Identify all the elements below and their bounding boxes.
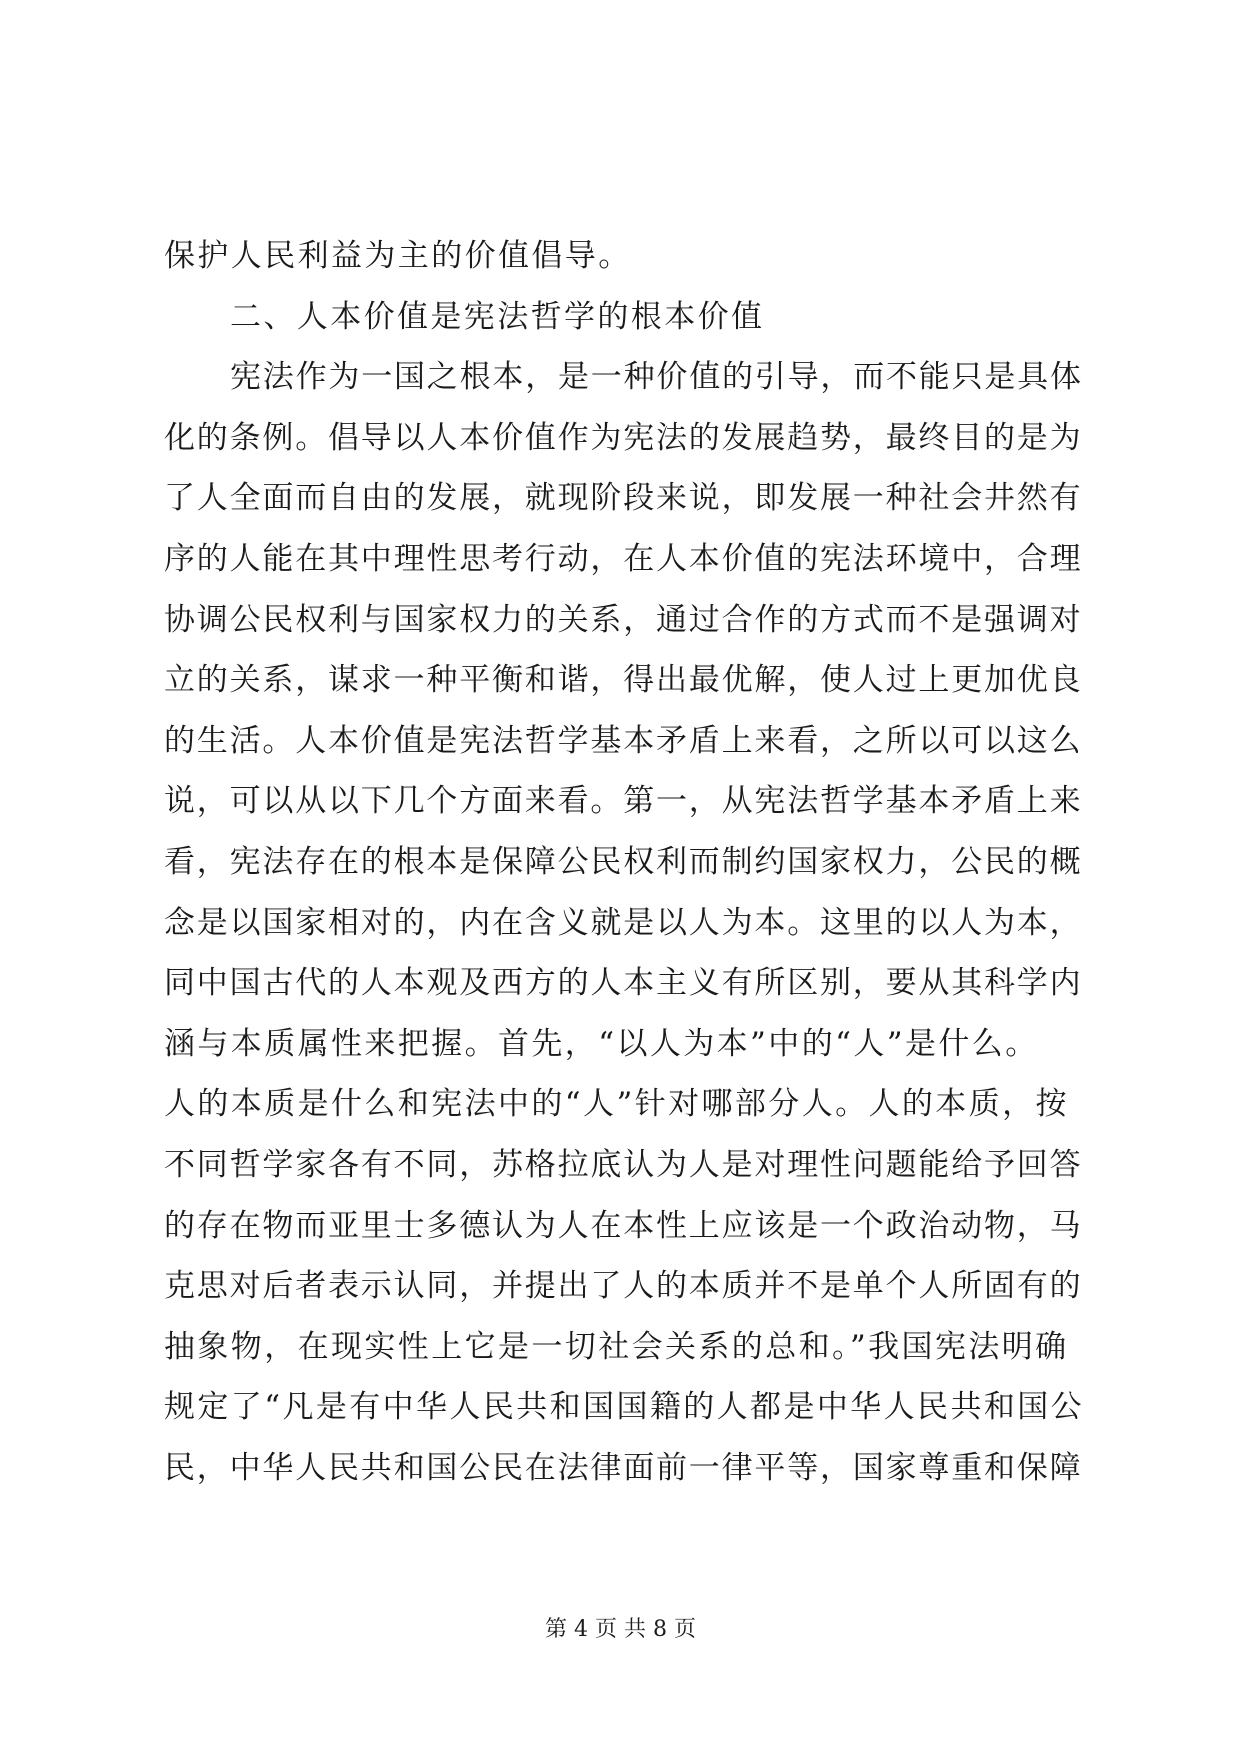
text-line: 了人全面而自由的发展，就现阶段来说，即发展一种社会井然有 xyxy=(164,480,1083,517)
text-line: 说，可以从以下几个方面来看。第一，从宪法哲学基本矛盾上来 xyxy=(164,783,1083,820)
text-line: 立的关系，谋求一种平衡和谐，得出最优解，使人过上更加优良 xyxy=(164,662,1083,699)
text-line: 协调公民权利与国家权力的关系，通过合作的方式而不是强调对 xyxy=(164,601,1083,638)
text-line: 规定了“凡是有中华人民共和国国籍的人都是中华人民共和国公 xyxy=(164,1389,1085,1426)
body-text xyxy=(164,226,1084,1498)
text-line: 涵与本质属性来把握。首先，“以人为本”中的“人”是什么。 xyxy=(164,1025,1039,1062)
text-line: 保护人民利益为主的价值倡导。 xyxy=(164,238,632,274)
text-line: 的存在物而亚里士多德认为人在本性上应该是一个政治动物，马 xyxy=(164,1207,1083,1244)
text-line: 民，中华人民共和国公民在法律面前一律平等，国家尊重和保障 xyxy=(164,1449,1083,1486)
section-heading: 二、人本价值是宪法哲学的根本价值 xyxy=(230,298,765,335)
text-line: 念是以国家相对的，内在含义就是以人为本。这里的以人为本， xyxy=(164,904,1083,941)
text-line: 的生活。人本价值是宪法哲学基本矛盾上来看，之所以可以这么 xyxy=(164,722,1083,759)
page-number-footer: 第 4 页 共 8 页 xyxy=(545,1617,696,1642)
text-line: 抽象物，在现实性上它是一切社会关系的总和。”我国宪法明确 xyxy=(164,1328,1069,1365)
text-line: 序的人能在其中理性思考行动，在人本价值的宪法环境中，合理 xyxy=(164,540,1083,577)
text-line: 克思对后者表示认同，并提出了人的本质并不是单个人所固有的 xyxy=(164,1268,1083,1305)
text-line: 看，宪法存在的根本是保障公民权利而制约国家权力，公民的概 xyxy=(164,843,1083,880)
text-line: 化的条例。倡导以人本价值作为宪法的发展趋势，最终目的是为 xyxy=(164,419,1083,456)
paragraph-first-line: 宪法作为一国之根本，是一种价值的引导，而不能只是具体 xyxy=(230,359,1083,396)
text-line: 人的本质是什么和宪法中的“人”针对哪部分人。人的本质，按 xyxy=(164,1086,1069,1123)
text-line: 不同哲学家各有不同，苏格拉底认为人是对理性问题能给予回答 xyxy=(164,1146,1083,1183)
text-line: 同中国古代的人本观及西方的人本主义有所区别，要从其科学内 xyxy=(164,965,1083,1002)
